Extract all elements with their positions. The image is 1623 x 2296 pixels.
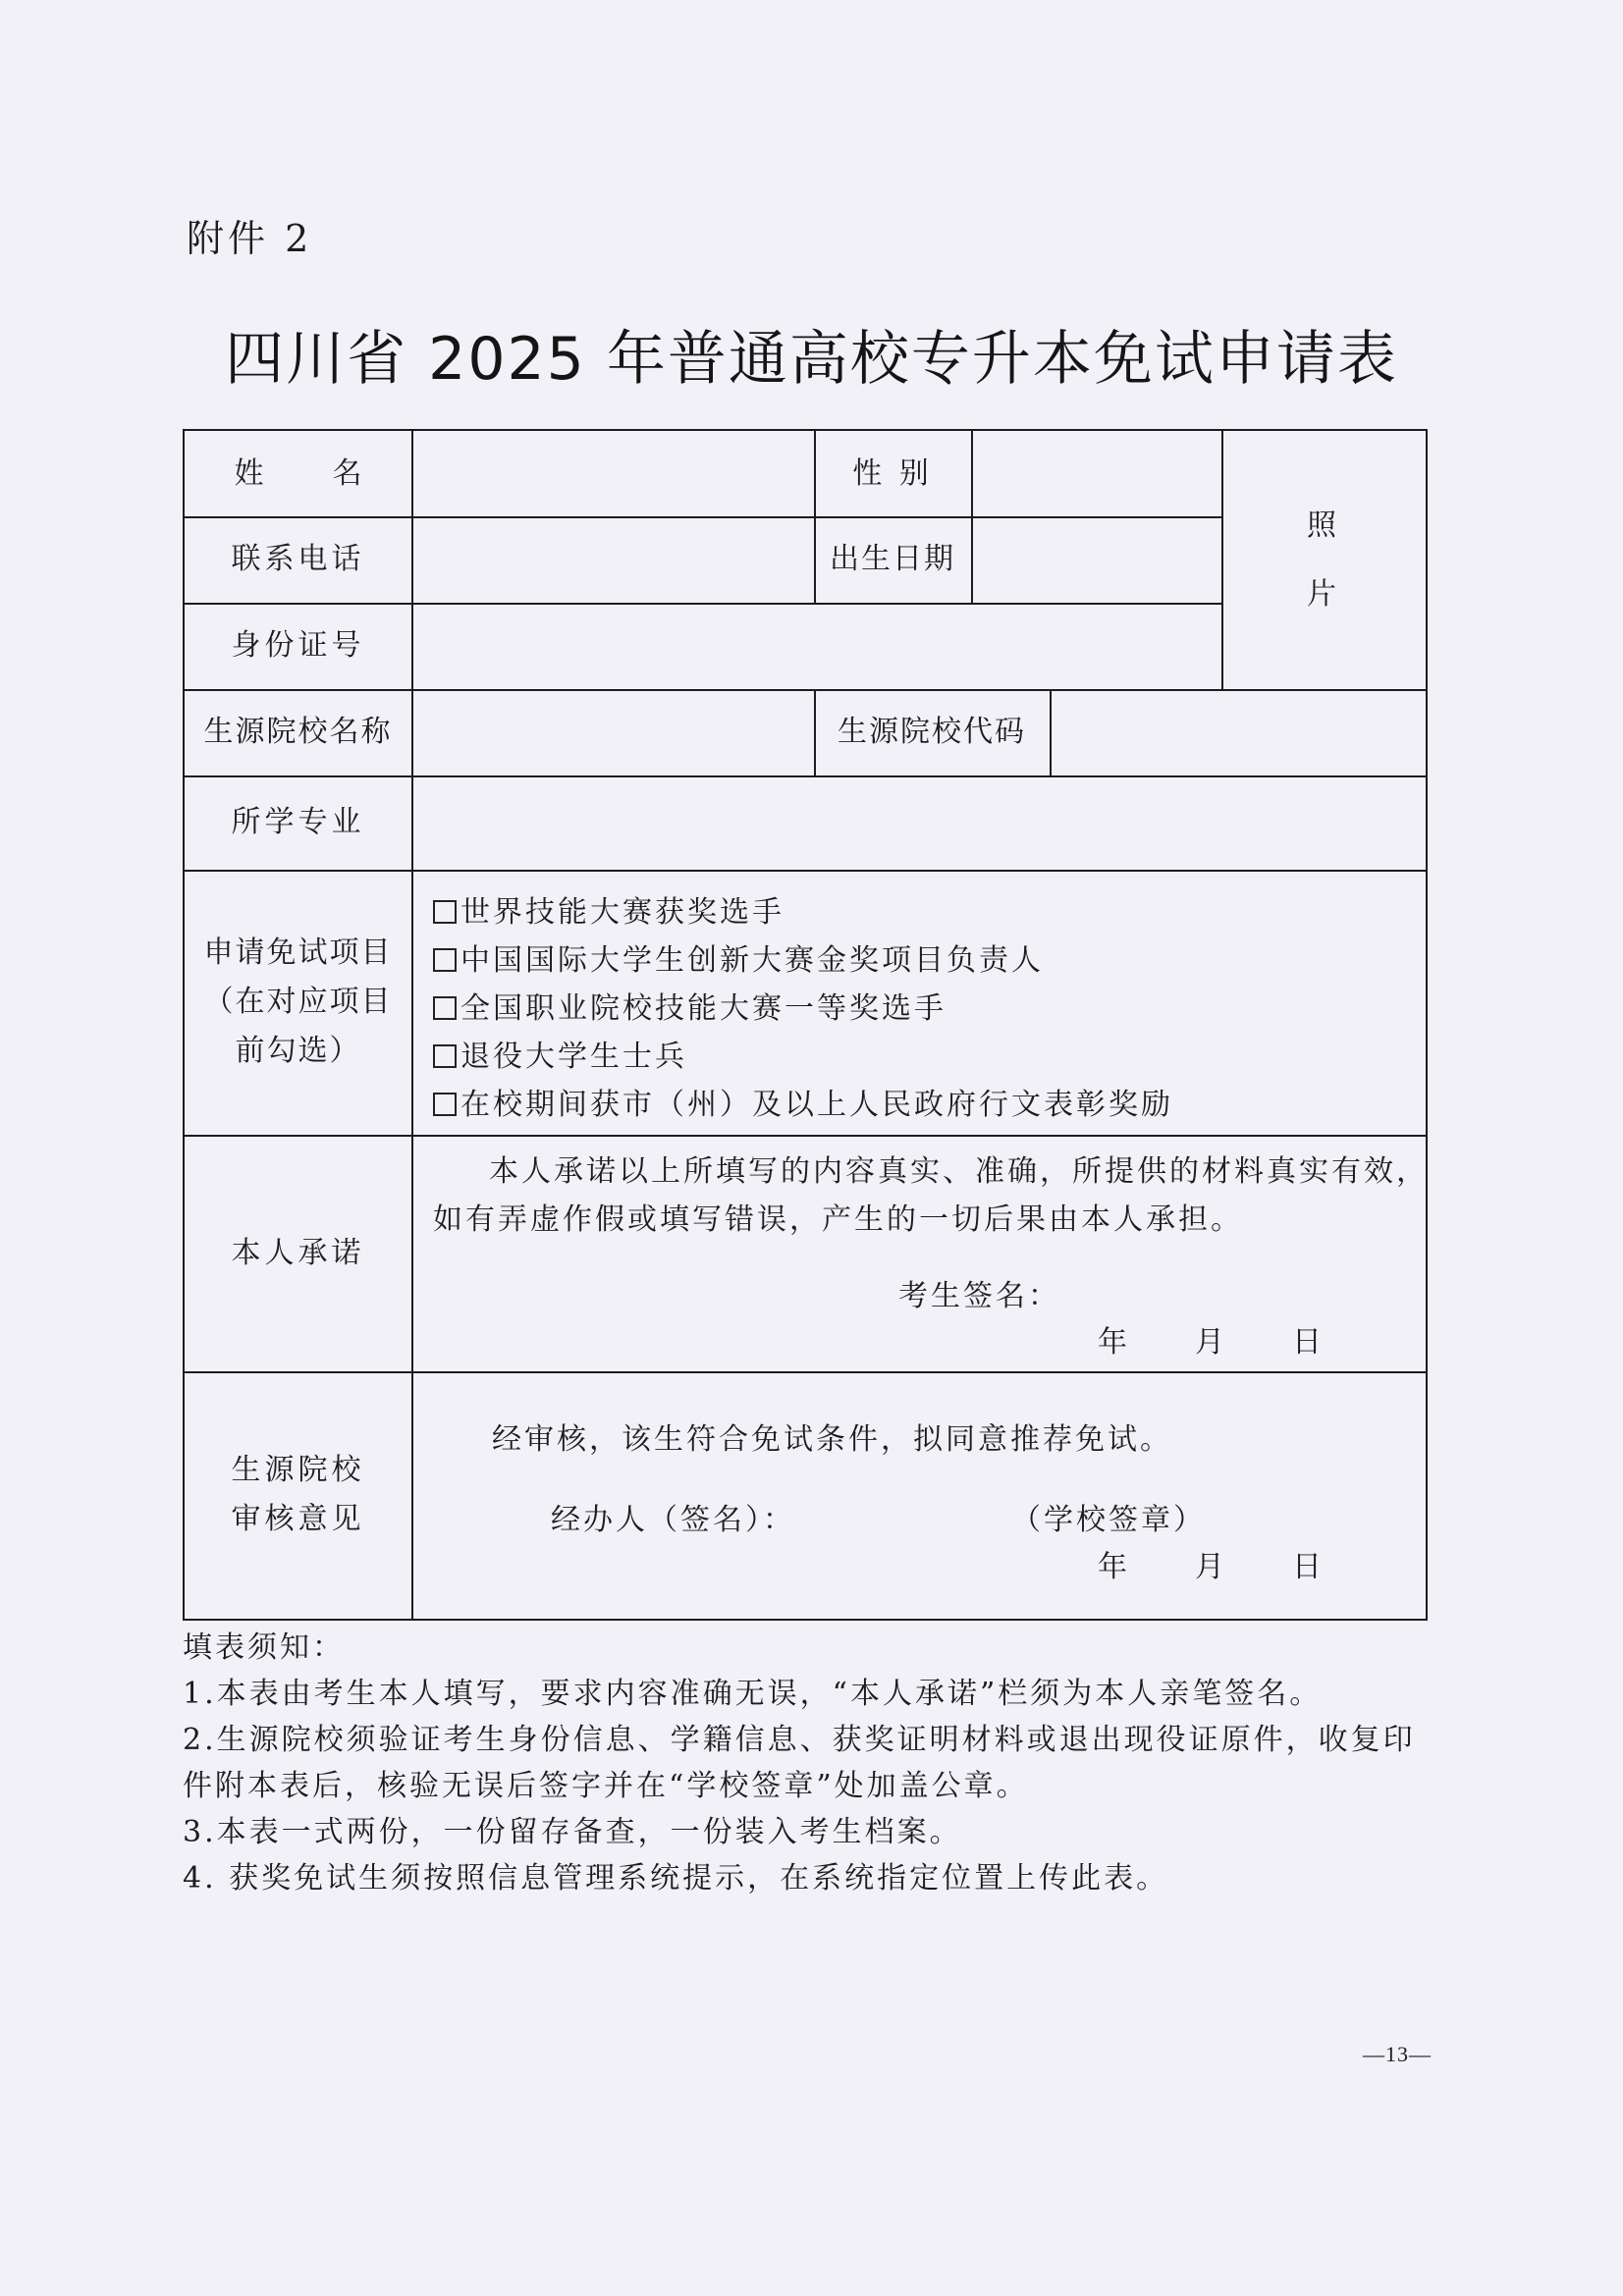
school-name-label: 生源院校名称 (203, 715, 393, 749)
pledge-date[interactable]: 年 月 日 (1098, 1325, 1325, 1360)
exempt-option[interactable]: 在校期间获市（州）及以上人民政府行文表彰奖励 (433, 1081, 1173, 1129)
photo-label: 照 片 (1307, 507, 1340, 612)
major-field[interactable] (413, 777, 1426, 870)
exempt-options (433, 888, 1173, 1129)
pledge-text-line: 本人承诺以上所填写的内容真实、准确，所提供的材料真实有效， (489, 1154, 1429, 1189)
review-date[interactable]: 年 月 日 (1098, 1550, 1325, 1584)
checkbox[interactable] (433, 996, 457, 1020)
gender-label: 性 别 (852, 455, 933, 491)
review-text: 经审核，该生符合免试条件，拟同意推荐免试。 (492, 1422, 1172, 1457)
birth-date-label: 出生日期 (830, 542, 955, 576)
school-code-field[interactable] (1052, 691, 1426, 775)
name-field[interactable] (413, 431, 814, 516)
page-number: —13— (1363, 2042, 1432, 2066)
exempt-option[interactable]: 世界技能大赛获奖选手 (433, 888, 1173, 936)
checkbox[interactable] (433, 1044, 457, 1068)
notes-item: 2.生源院校须验证考生身份信息、学籍信息、获奖证明材料或退出现役证原件，收复印 (183, 1723, 1416, 1757)
phone-label: 联系电话 (231, 542, 365, 576)
review-label: 生源院校 审核意见 (231, 1453, 365, 1536)
school-name-field[interactable] (413, 691, 814, 775)
exempt-option[interactable]: 中国国际大学生创新大赛金奖项目负责人 (433, 936, 1173, 985)
attachment-label: 附件 2 (187, 217, 313, 260)
filling-notes (183, 1625, 1416, 1901)
school-seal-label: （学校签章） (1011, 1503, 1206, 1537)
major-label: 所学专业 (231, 805, 365, 839)
checkbox[interactable] (433, 948, 457, 972)
exempt-items-label: 申请免试项目 （在对应项目 前勾选） (203, 935, 393, 1068)
checkbox[interactable] (433, 1093, 457, 1116)
exempt-option[interactable]: 退役大学生士兵 (433, 1033, 1173, 1081)
checkbox[interactable] (433, 900, 457, 924)
handler-signature-label[interactable]: 经办人（签名）： (551, 1503, 795, 1537)
page-title: 四川省 2025 年普通高校专升本免试申请表 (225, 325, 1398, 394)
notes-item: 3.本表一式两份，一份留存备查，一份装入考生档案。 (183, 1815, 962, 1849)
notes-heading: 填表须知： (183, 1630, 345, 1665)
phone-field[interactable] (413, 518, 814, 603)
exempt-option[interactable]: 全国职业院校技能大赛一等奖选手 (433, 985, 1173, 1033)
id-number-field[interactable] (413, 605, 1221, 689)
pledge-signature-label[interactable]: 考生签名： (898, 1279, 1060, 1313)
photo-box[interactable] (1223, 431, 1426, 689)
pledge-label: 本人承诺 (231, 1235, 365, 1270)
notes-item: 4. 获奖免试生须按照信息管理系统提示，在系统指定位置上传此表。 (183, 1861, 1169, 1896)
pledge-text-line: 如有弄虚作假或填写错误，产生的一切后果由本人承担。 (433, 1202, 1243, 1237)
application-form-table (183, 429, 1428, 1621)
name-label: 姓 名 (234, 455, 362, 491)
id-number-label: 身份证号 (231, 628, 365, 663)
birth-date-field[interactable] (973, 518, 1221, 603)
school-code-label: 生源院校代码 (838, 715, 1026, 749)
notes-item: 件附本表后，核验无误后签字并在“学校签章”处加盖公章。 (183, 1769, 1029, 1803)
notes-item: 1.本表由考生本人填写，要求内容准确无误，“本人承诺”栏须为本人亲笔签名。 (183, 1677, 1323, 1711)
gender-field[interactable] (973, 431, 1221, 516)
